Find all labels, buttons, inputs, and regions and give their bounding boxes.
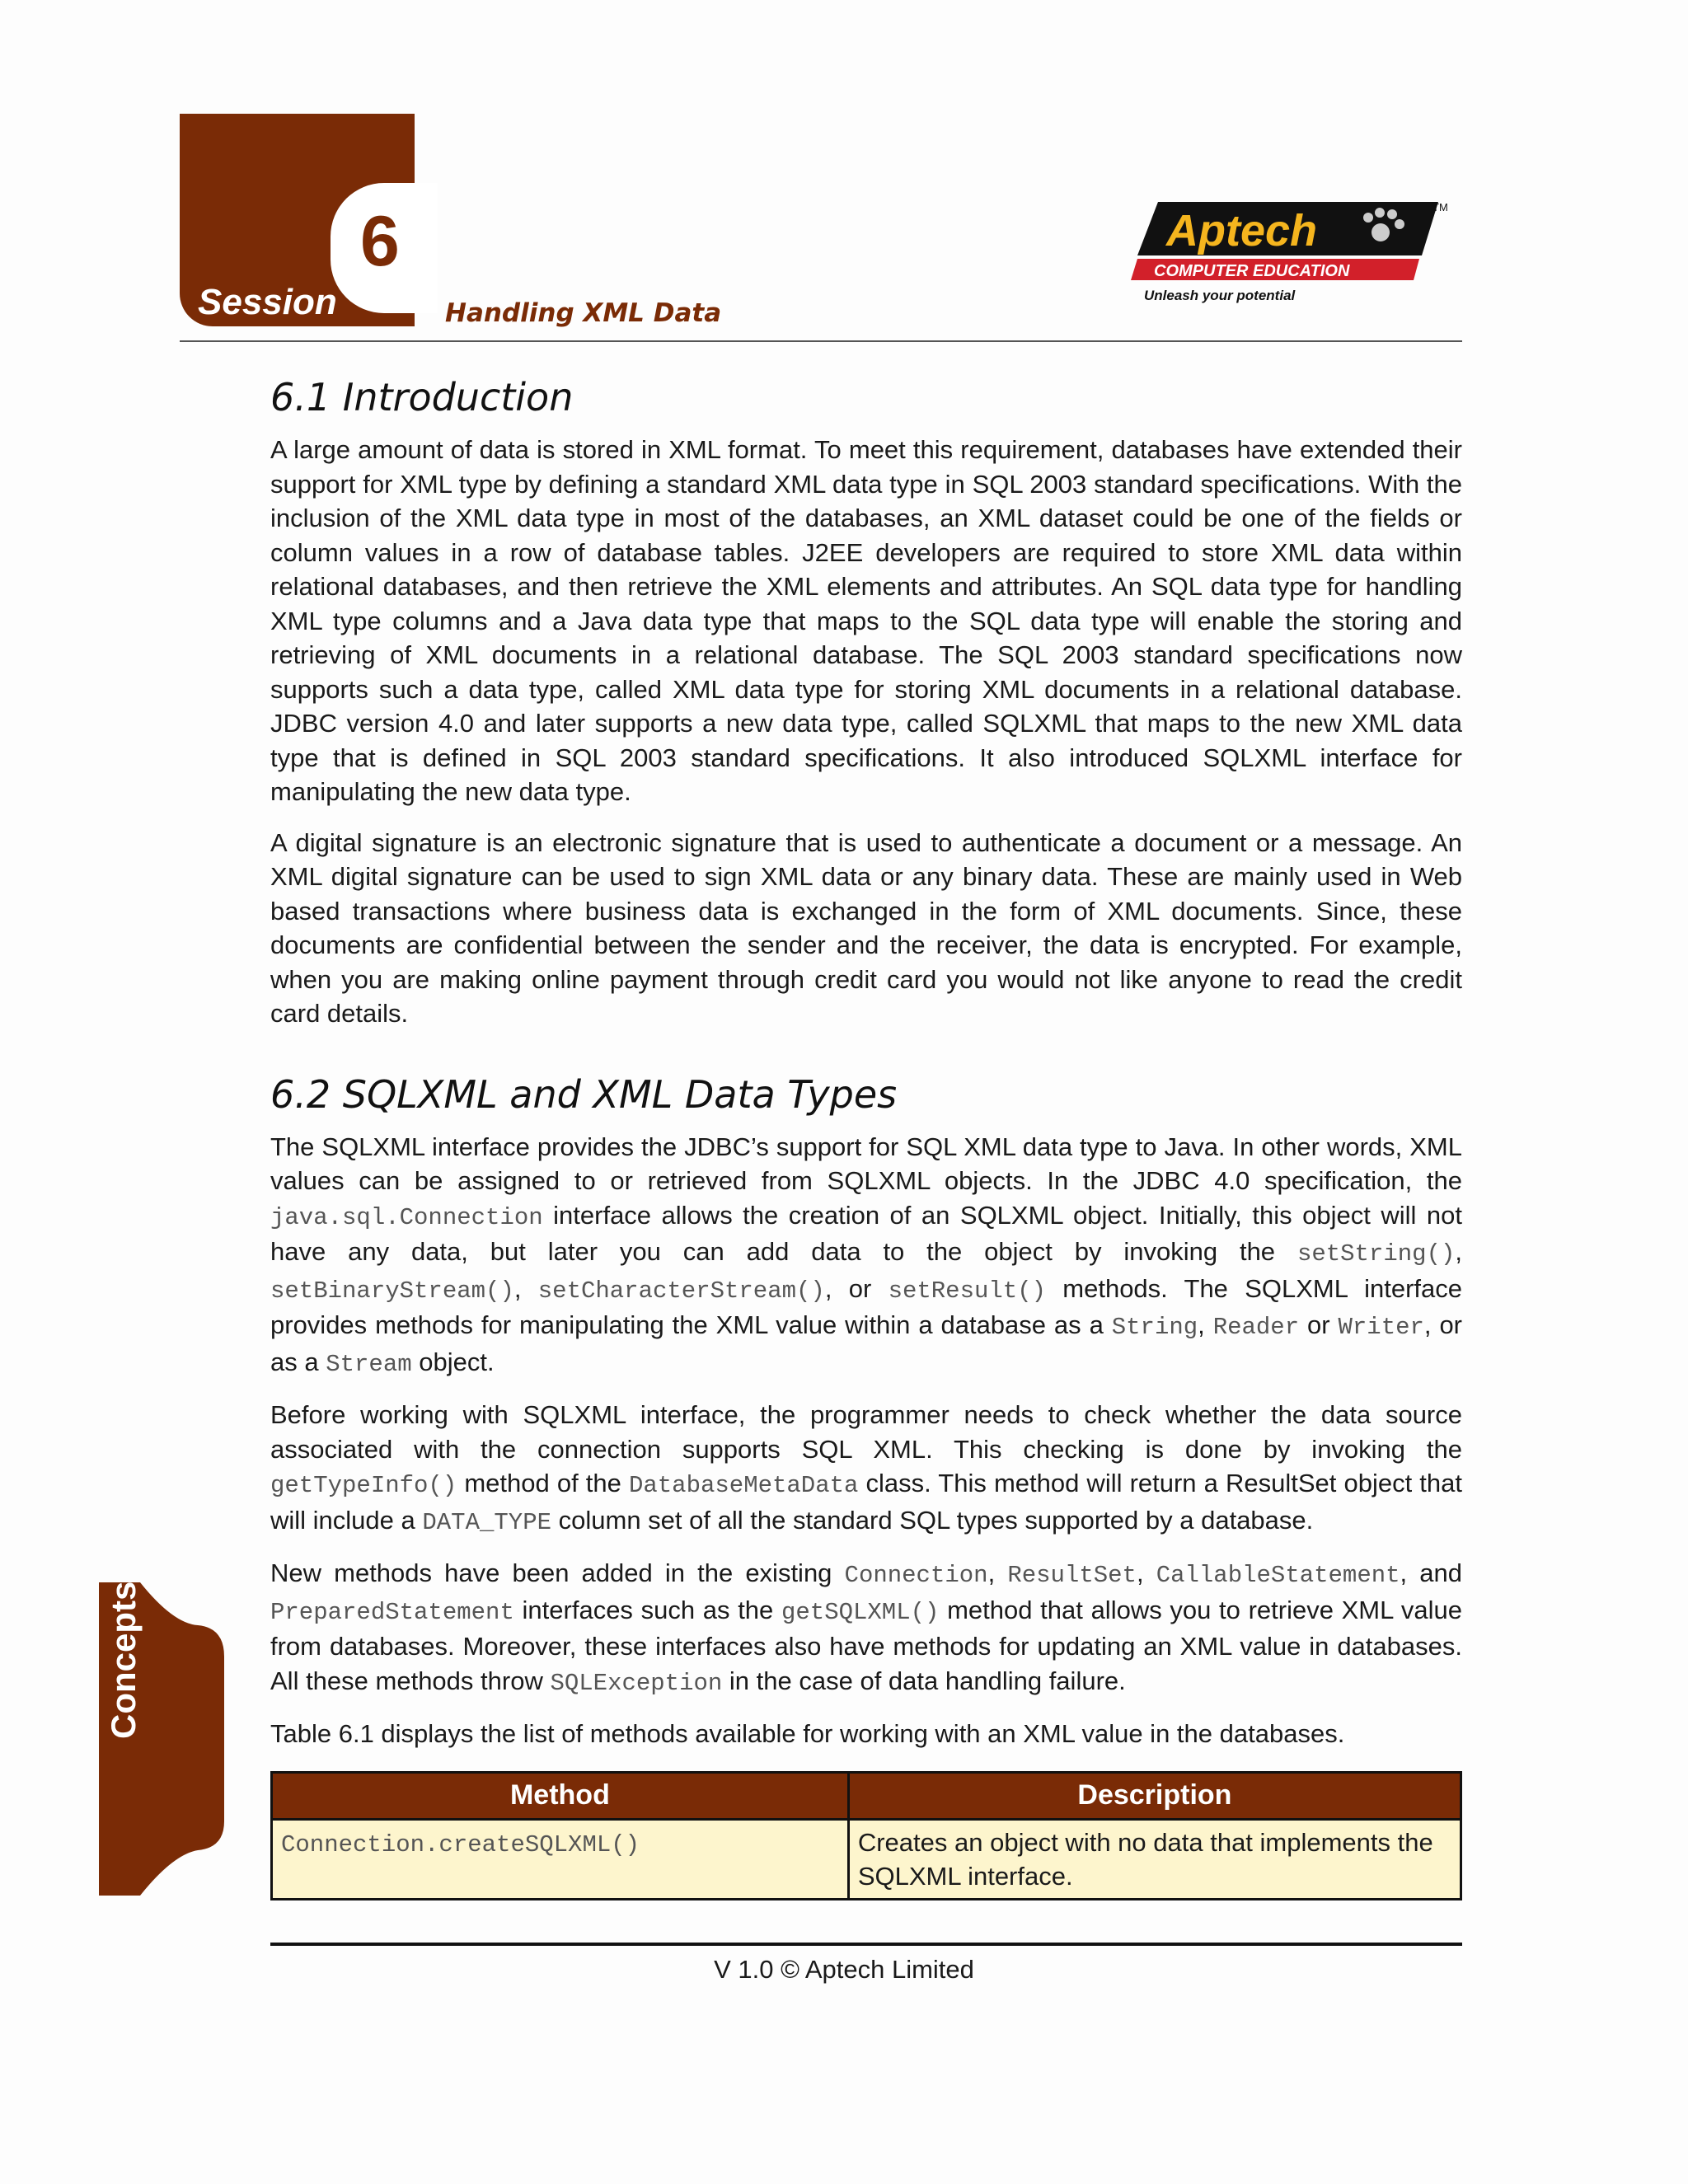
table-header-row <box>272 1772 1461 1819</box>
method-cell: Connection.createSQLXML() <box>272 1819 849 1899</box>
sqlxml-paragraph-3: New methods have been added in the existing Connection, ResultSet, CallableStatement, and PreparedStatement interfaces such as the getSQLXML() method that allows you to retrieve XML value from databases. Moreover, these interfaces also have methods for updating an XML value in databases. All these methods throw SQLException in the case of data handling failure. <box>270 1558 1463 1697</box>
logo-tm: TM <box>1432 201 1448 213</box>
logo-tagline: COMPUTER EDUCATION <box>1154 262 1350 280</box>
code-string: String <box>1111 1314 1198 1341</box>
code-data-type: DATA_TYPE <box>422 1508 552 1536</box>
session-label: Session <box>198 282 337 322</box>
chapter-title: Handling XML Data <box>445 298 722 328</box>
description-cell: Creates an object with no data that implements the SQLXML interface. <box>848 1819 1461 1899</box>
sqlxml-paragraph-2: Before working with SQLXML interface, the programmer needs to check whether the data source associated with the connection supports SQL XML. This checking is done by invoking the getTypeInfo() method of the DatabaseMetaData class. This method will return a ResultSet object that will include a DATA_TYPE column set of all the standard SQL types supported by a database. <box>270 1400 1462 1536</box>
code-preparedstatement: PreparedStatement <box>270 1598 514 1626</box>
code-sqlexception: SQLException <box>550 1669 723 1697</box>
aptech-logo <box>1129 198 1448 321</box>
code-setcharacterstream: setCharacterStream() <box>537 1277 825 1305</box>
section-heading-introduction: 6.1 Introduction <box>270 375 574 419</box>
code-setresult: setResult() <box>888 1277 1046 1305</box>
table-row <box>272 1819 1461 1899</box>
section-heading-sqlxml: 6.2 SQLXML and XML Data Types <box>270 1071 898 1117</box>
code-java-sql-connection: java.sql.Connection <box>270 1203 543 1231</box>
footer-copyright: V 1.0 © Aptech Limited <box>714 1955 974 1984</box>
logo-brand: Aptech <box>1166 206 1318 255</box>
footer-divider <box>270 1943 1462 1946</box>
code-reader: Reader <box>1212 1314 1300 1341</box>
table-intro-paragraph: Table 6.1 displays the list of methods available for working with an XML value in the databases. <box>270 1719 1345 1748</box>
intro-paragraph-1: A large amount of data is stored in XML format. To meet this requirement, databases have extended their support for XML type by defining a standard XML data type in SQL 2003 standard specifications. With the inclusion of the XML data type in most of the databases, an XML dataset could be one of the fields or column values in a row of database tables. J2EE developers are required to store XML data within relational databases, and then retrieve the XML elements and attributes. An SQL data type for handling XML type columns and a Java data type that maps to the SQL data type will enable the storing and retrieving of XML documents in a relational database. The SQL 2003 standard specifications now supports such a data type, called XML data type for storing XML documents in a relational database. JDBC version 4.0 and later supports a new data type, called SQLXML that maps to the new XML data type that is defined in SQL 2003 standard specifications. It also introduced SQLXML interface for manipulating the new data type. <box>270 435 1462 806</box>
code-setbinarystream: setBinaryStream() <box>270 1277 514 1305</box>
code-callablestatement: CallableStatement <box>1156 1562 1400 1589</box>
code-gettypeinfo: getTypeInfo() <box>270 1472 457 1499</box>
code-databasemetadata: DatabaseMetaData <box>628 1472 859 1499</box>
sqlxml-paragraph-1: The SQLXML interface provides the JDBC’s support for SQL XML data type to Java. In other words, XML values can be assigned to or retrieved from SQLXML objects. In the JDBC 4.0 specification, the java.sql.Connection interface allows the creation of an SQLXML object. Initially, this object will not have any data, but later you can add data to the object by invoking the setString(), setBinaryStream(), setCharacterStream(), or setResult() methods. The SQLXML interface provides methods for manipulating the XML value within a database as a String, Reader or Writer, or as a Stream object. <box>270 1132 1463 1378</box>
page-content <box>270 375 1462 1900</box>
column-header-description: Description <box>848 1772 1461 1819</box>
header-divider <box>180 340 1462 342</box>
column-header-method: Method <box>272 1772 849 1819</box>
code-getsqlxml: getSQLXML() <box>781 1598 940 1626</box>
concepts-label: Concepts <box>104 1581 143 1739</box>
code-resultset: ResultSet <box>1007 1562 1137 1589</box>
session-number: 6 <box>360 202 400 281</box>
methods-table <box>270 1771 1462 1900</box>
intro-paragraph-2: A digital signature is an electronic signature that is used to authenticate a document or a message. An XML digital signature can be used to sign XML data or any binary data. These are mainly used in Web based transactions where business data is exchanged in the form of XML documents. Since, these documents are confidential between the sender and the receiver, the data is encrypted. For example, when you are making online payment through credit card you would not like anyone to read the credit card details. <box>270 827 1462 1028</box>
code-setstring: setString() <box>1296 1240 1456 1268</box>
code-stream: Stream <box>326 1350 412 1378</box>
code-writer: Writer <box>1338 1314 1424 1341</box>
logo-slogan: Unleash your potential <box>1144 288 1296 303</box>
code-connection: Connection <box>844 1562 988 1589</box>
